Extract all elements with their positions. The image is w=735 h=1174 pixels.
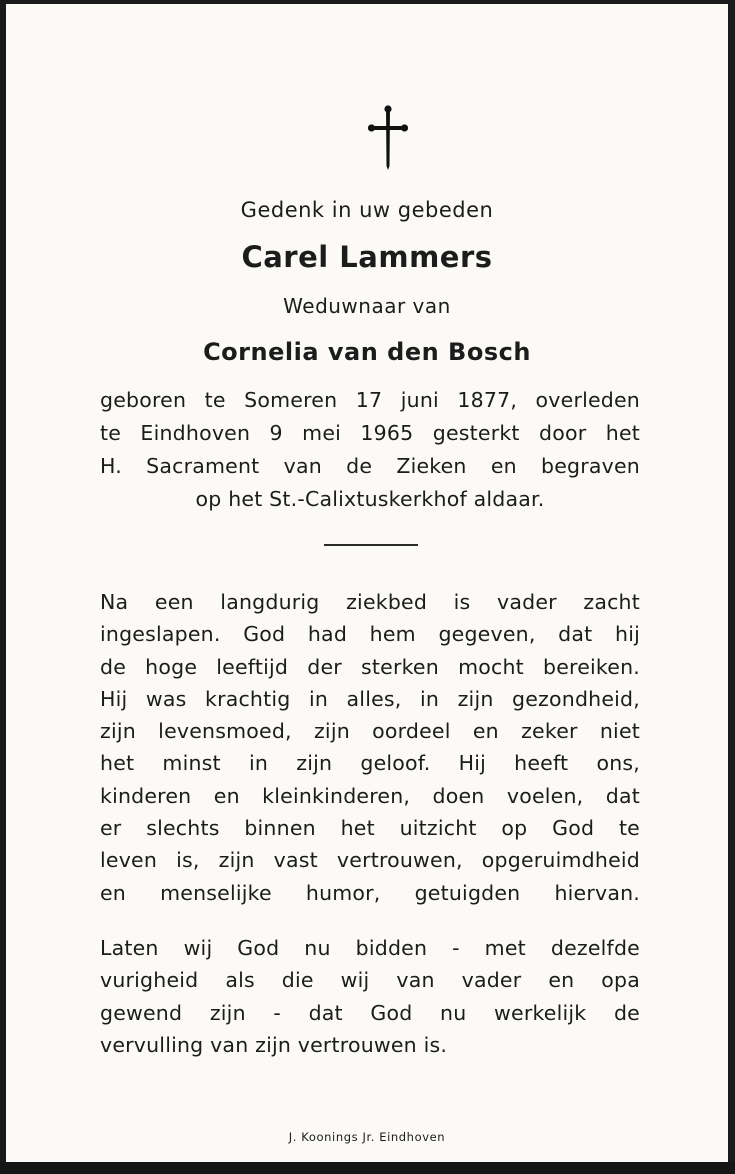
deceased-name: Carel Lammers xyxy=(241,240,493,274)
bio-line: geboren te Someren 17 juni 1877, overleden xyxy=(100,388,640,412)
tribute-paragraph xyxy=(100,586,640,909)
card-edge xyxy=(0,1162,735,1174)
paragraph-line: het minst in zijn geloof. Hij heeft ons, xyxy=(100,751,640,776)
paragraph-line: er slechts binnen het uitzicht op God te xyxy=(100,816,640,841)
prayer-paragraph xyxy=(100,932,640,1061)
paragraph-line: leven is, zijn vast vertrouwen, opgeruimdheid xyxy=(100,848,640,873)
prayer-heading: Gedenk in uw gebeden xyxy=(240,198,494,222)
paragraph-line: zijn levensmoed, zijn oordeel en zeker niet xyxy=(100,719,640,744)
paragraph-line: Na een langdurig ziekbed is vader zacht xyxy=(100,590,640,614)
relation-label: Weduwnaar van xyxy=(283,294,451,318)
bio-line: op het St.-Calixtuskerkhof aldaar. xyxy=(195,487,545,511)
cross-icon xyxy=(368,104,408,170)
paragraph-line: ingeslapen. God had hem gegeven, dat hij xyxy=(100,622,640,647)
biography xyxy=(100,384,640,516)
paragraph-line: vervulling van zijn vertrouwen is. xyxy=(100,1032,448,1057)
paragraph-line: kinderen en kleinkinderen, doen voelen, dat xyxy=(100,783,640,808)
paragraph-line: vurigheid als die wij van vader en opa xyxy=(100,968,640,993)
bio-line: H. Sacrament van de Zieken en begraven xyxy=(100,454,640,478)
divider xyxy=(324,544,418,546)
spouse-name: Cornelia van den Bosch xyxy=(203,338,531,366)
bio-line: te Eindhoven 9 mei 1965 gesterkt door het xyxy=(100,421,640,445)
printer-credit: J. Koonings Jr. Eindhoven xyxy=(288,1130,446,1144)
paragraph-line: de hoge leeftijd der sterken mocht bereiken. xyxy=(100,654,640,679)
paragraph-line: Hij was krachtig in alles, in zijn gezondheid, xyxy=(100,686,640,711)
paragraph-line: Laten wij God nu bidden - met dezelfde xyxy=(100,936,640,960)
paragraph-line: gewend zijn - dat God nu werkelijk de xyxy=(100,1000,640,1025)
paragraph-line: en menselijke humor, getuigden hiervan. xyxy=(100,880,640,905)
memorial-card xyxy=(6,4,728,1162)
